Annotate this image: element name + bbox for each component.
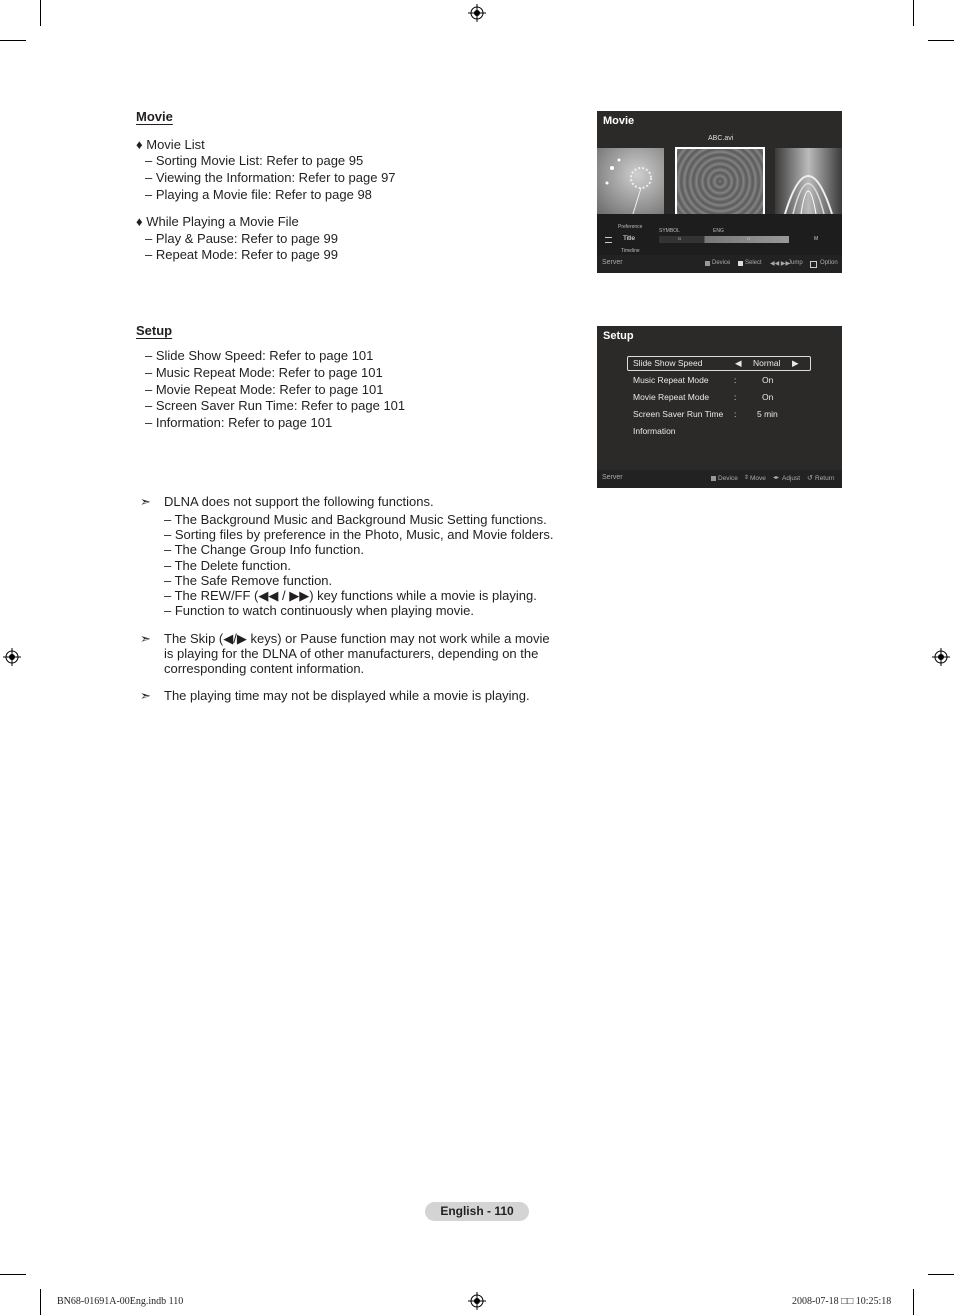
list-item: – Screen Saver Run Time: Refer to page 101 [145, 398, 406, 413]
setup-row-sep: : [734, 409, 737, 419]
index-letter: H [747, 236, 750, 241]
registration-mark-icon [3, 648, 21, 666]
note-arrow-icon: ➣ [140, 688, 151, 703]
movie-section-title: Movie [136, 109, 173, 124]
note-text: The playing time may not be displayed while a movie is playing. [164, 688, 530, 703]
list-item: – Movie Repeat Mode: Refer to page 101 [145, 382, 384, 397]
footer-server: Server [602, 474, 623, 481]
footer-move: Move [750, 475, 766, 482]
option-key-icon [810, 261, 817, 268]
print-file-info: BN68-01691A-00Eng.indb 110 [57, 1296, 184, 1307]
movie-screen-title: Movie [603, 115, 635, 127]
registration-mark-icon [932, 648, 950, 666]
setup-row-label[interactable]: Slide Show Speed [633, 358, 703, 368]
list-item: – The Delete function. [164, 558, 291, 573]
thumbnail-selected[interactable] [675, 147, 765, 216]
list-item: – Music Repeat Mode: Refer to page 101 [145, 365, 383, 380]
setup-row-sep: : [734, 392, 737, 402]
select-key-icon [738, 261, 743, 266]
footer-jump: Jump [788, 260, 803, 266]
arch-image-icon [775, 148, 842, 214]
list-item: – Slide Show Speed: Refer to page 101 [145, 348, 374, 363]
note-arrow-icon: ➣ [140, 631, 151, 646]
setup-row-label[interactable]: Screen Saver Run Time [633, 409, 724, 419]
footer-device: Device [712, 260, 731, 266]
list-item: – The Change Group Info function. [164, 542, 364, 557]
registration-mark-icon [468, 4, 486, 22]
tab-title[interactable]: Title [623, 235, 636, 242]
move-key-icon: ⇕ [744, 475, 750, 481]
list-item: – The Safe Remove function. [164, 573, 333, 588]
note-arrow-icon: ➣ [140, 494, 151, 509]
tab-timeline[interactable]: Timeline [621, 248, 640, 254]
setup-row-label[interactable]: Information [633, 426, 676, 436]
list-item: – Function to watch continuously when playing movie. [164, 603, 475, 618]
crop-mark [0, 40, 26, 41]
symbol-label: SYMBOL [659, 228, 680, 234]
movie-screen-footer [597, 255, 842, 273]
footer-adjust: Adjust [782, 475, 801, 482]
eng-label: ENG [713, 228, 724, 234]
crop-mark [928, 1274, 954, 1275]
footer-select: Select [745, 260, 762, 266]
footer-return: Return [815, 475, 835, 482]
playing-movie-bullet: ♦ While Playing a Movie File [136, 214, 299, 229]
list-item: – Sorting Movie List: Refer to page 95 [145, 153, 364, 168]
crop-mark [40, 1289, 41, 1315]
note-text: is playing for the DLNA of other manufacturers, depending on the [164, 646, 539, 661]
footer-option: Option [820, 260, 838, 266]
list-item: – Playing a Movie file: Refer to page 98 [145, 187, 372, 202]
setup-screen-title: Setup [603, 330, 634, 342]
print-timestamp: 2008-07-18 □□ 10:25:18 [792, 1296, 892, 1307]
crop-mark [913, 0, 914, 26]
menu-icon [605, 237, 612, 243]
setup-row-value: On [762, 392, 774, 402]
adjust-key-icon: ◂▸ [773, 475, 780, 481]
list-item: – The REW/FF (◀◀ / ▶▶) key functions while a movie is playing. [164, 588, 537, 603]
registration-mark-icon [468, 1292, 486, 1310]
index-letter: G [678, 236, 682, 241]
note-text: DLNA does not support the following functions. [164, 494, 434, 509]
setup-row-value: 5 min [757, 409, 778, 419]
filename-label: ABC.avi [708, 135, 734, 142]
return-key-icon: ↺ [807, 475, 813, 482]
tab-preference[interactable]: Preference [618, 224, 643, 230]
left-arrow-icon[interactable]: ◀ [735, 358, 742, 368]
device-key-icon [705, 261, 710, 266]
page-number-badge: English - 110 [425, 1202, 529, 1221]
device-key-icon [711, 476, 716, 481]
list-item: – Viewing the Information: Refer to page 97 [145, 170, 396, 185]
footer-device: Device [718, 475, 738, 482]
jump-key-icon: ◀◀ ▶▶ [770, 261, 791, 267]
setup-row-label[interactable]: Music Repeat Mode [633, 375, 709, 385]
list-item: – The Background Music and Background Music Setting functions. [164, 512, 547, 527]
dandelion-image-icon [597, 148, 664, 214]
thumbnail-left[interactable] [597, 148, 664, 214]
list-item: – Information: Refer to page 101 [145, 415, 333, 430]
movie-screen [597, 111, 842, 273]
setup-section-title: Setup [136, 323, 173, 338]
crop-mark [913, 1289, 914, 1315]
setup-screen [597, 326, 842, 488]
crop-mark [0, 1274, 26, 1275]
index-letter: M [814, 236, 819, 242]
setup-row-value: Normal [753, 358, 781, 368]
note-text: corresponding content information. [164, 661, 365, 676]
setup-row-value: On [762, 375, 774, 385]
crop-mark [928, 40, 954, 41]
movie-list-bullet: ♦ Movie List [136, 137, 205, 152]
crop-mark [40, 0, 41, 26]
setup-screen-footer [597, 470, 842, 488]
thumbnail-right[interactable] [775, 148, 842, 214]
note-text: The Skip (◀/▶ keys) or Pause function may not work while a movie [164, 631, 550, 646]
right-arrow-icon[interactable]: ▶ [792, 358, 799, 368]
list-item: – Play & Pause: Refer to page 99 [145, 231, 338, 246]
list-item: – Sorting files by preference in the Photo, Music, and Movie folders. [164, 527, 554, 542]
setup-row-sep: : [734, 375, 737, 385]
footer-server: Server [602, 259, 623, 266]
list-item: – Repeat Mode: Refer to page 99 [145, 247, 338, 262]
setup-row-label[interactable]: Movie Repeat Mode [633, 392, 710, 402]
